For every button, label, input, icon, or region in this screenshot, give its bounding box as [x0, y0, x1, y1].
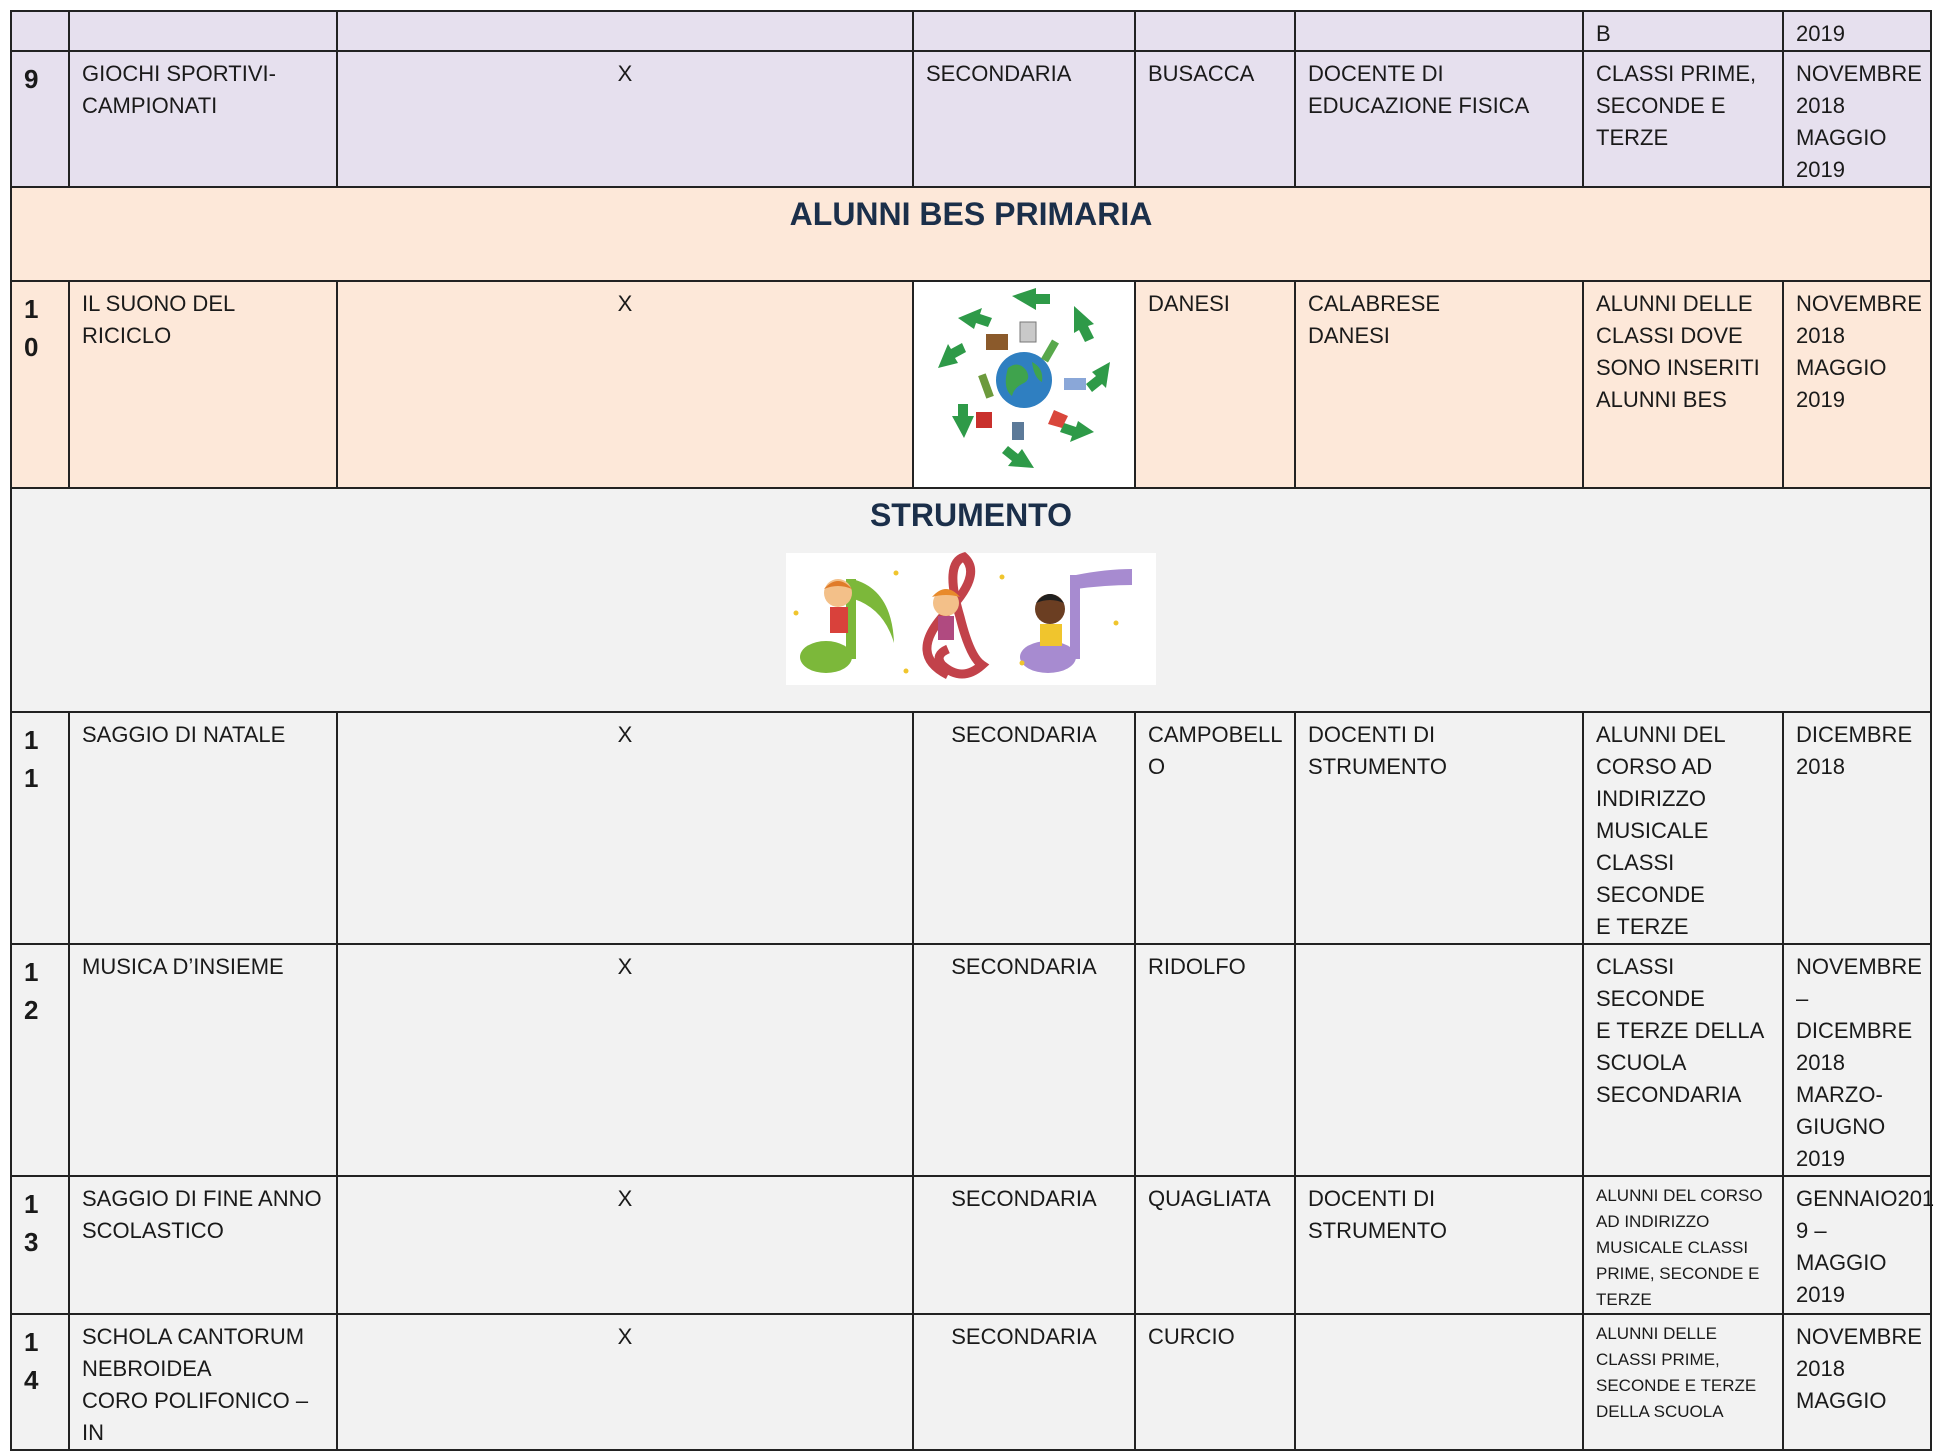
- row-number: [11, 1176, 69, 1314]
- row-number-digit: 2: [24, 995, 39, 1025]
- activity-title-line: GIOCHI SPORTIVI-: [82, 61, 276, 86]
- row-number: [11, 944, 69, 1176]
- responsible: [1135, 281, 1295, 488]
- recipients-line: SONO INSERITI: [1596, 355, 1760, 380]
- responsible: [1135, 944, 1295, 1176]
- recipients: [1583, 712, 1783, 944]
- period: [1783, 51, 1931, 187]
- table-row: [11, 281, 1931, 488]
- mark-x-line: X: [617, 1324, 633, 1349]
- section-row: [11, 187, 1931, 281]
- recipients-line: SECONDARIA: [1596, 1082, 1742, 1107]
- period-line: 2019: [1796, 1282, 1845, 1307]
- recipients: [1583, 281, 1783, 488]
- period-line: 9 – MAGGIO: [1796, 1218, 1887, 1275]
- row-number-digit: 1: [24, 763, 39, 793]
- period-line: NOVEMBRE: [1796, 61, 1922, 86]
- period-line: MAGGIO: [1796, 355, 1887, 380]
- teachers-line: DANESI: [1308, 323, 1390, 348]
- row-number: [11, 281, 69, 488]
- responsible-line: CAMPOBELL: [1148, 722, 1283, 747]
- period-line: 2019: [1796, 157, 1845, 182]
- activity-title: [69, 944, 337, 1176]
- teachers-line: DOCENTI DI STRUMENTO: [1308, 1186, 1447, 1243]
- recipients-line: ALUNNI DELLE: [1596, 291, 1753, 316]
- recipients-line: CORSO AD: [1596, 754, 1713, 779]
- activity-title-line: CORO POLIFONICO – IN: [82, 1388, 309, 1445]
- responsible: [1135, 51, 1295, 187]
- teachers: [1295, 1176, 1583, 1314]
- teachers-line: DOCENTI DI STRUMENTO: [1308, 722, 1447, 779]
- row-number-digit: 1: [24, 294, 39, 324]
- period-line: 2018: [1796, 1356, 1845, 1381]
- mark-x: [337, 11, 913, 51]
- row-number-digit: 1: [24, 1189, 39, 1219]
- mark-x: [337, 51, 913, 187]
- table-row: [11, 944, 1931, 1176]
- recipients: [1583, 11, 1783, 51]
- mark-x-line: X: [617, 954, 633, 979]
- recipients-line: SECONDE E TERZE: [1596, 1376, 1757, 1395]
- responsible-line: QUAGLIATA: [1148, 1186, 1271, 1211]
- activity-title: [69, 1176, 337, 1314]
- table-row: [11, 1314, 1931, 1450]
- period-line: 2018: [1796, 1050, 1845, 1075]
- school-level: [913, 944, 1135, 1176]
- recipients-line: DELLA SCUOLA: [1596, 1402, 1724, 1421]
- period-line: 2018: [1796, 754, 1845, 779]
- period: [1783, 944, 1931, 1176]
- school-level: [913, 1314, 1135, 1450]
- teachers: [1295, 11, 1583, 51]
- music-kids-icon: [786, 553, 1156, 685]
- mark-x: [337, 944, 913, 1176]
- responsible: [1135, 11, 1295, 51]
- teachers: [1295, 1314, 1583, 1450]
- row-number-digit: 0: [24, 332, 39, 362]
- row-number: [11, 1314, 69, 1450]
- teachers: [1295, 281, 1583, 488]
- section-title: STRUMENTO: [869, 497, 1073, 533]
- activity-title: [69, 1314, 337, 1450]
- school-level: [913, 11, 1135, 51]
- period: [1783, 281, 1931, 488]
- activity-title: [69, 11, 337, 51]
- school-level-line: SECONDARIA: [926, 61, 1072, 86]
- recipients-line: MUSICALE CLASSI: [1596, 1238, 1749, 1257]
- mark-x-line: X: [617, 1186, 633, 1211]
- period-line: NOVEMBRE: [1796, 291, 1922, 316]
- recipients-line: ALUNNI DEL: [1596, 722, 1726, 747]
- period-line: DICEMBRE: [1796, 722, 1913, 747]
- period-line: MAGGIO: [1796, 1388, 1887, 1413]
- section-header: [11, 488, 1931, 712]
- recipients-line: ALUNNI DEL CORSO: [1596, 1186, 1763, 1205]
- teachers-line: DOCENTE DI: [1308, 61, 1444, 86]
- recipients-line: ALUNNI BES: [1596, 387, 1727, 412]
- recipients: [1583, 1314, 1783, 1450]
- mark-x: [337, 1176, 913, 1314]
- responsible: [1135, 1176, 1295, 1314]
- section-image: [24, 553, 1918, 696]
- recipients-line: TERZE: [1596, 1290, 1652, 1309]
- recipients: [1583, 1176, 1783, 1314]
- activity-title: [69, 51, 337, 187]
- recipients-line: PRIME, SECONDE E: [1596, 1264, 1760, 1283]
- recipients: [1583, 51, 1783, 187]
- activity-title-line: SCOLASTICO: [82, 1218, 224, 1243]
- mark-x: [337, 281, 913, 488]
- row-number-digit: 1: [24, 1327, 39, 1357]
- recipients-line: B: [1596, 21, 1611, 46]
- row-number-digit: 1: [24, 957, 39, 987]
- teachers-line: EDUCAZIONE FISICA: [1308, 93, 1530, 118]
- period-line: 2018: [1796, 323, 1845, 348]
- period-line: DICEMBRE: [1796, 1018, 1913, 1043]
- recipients-line: INDIRIZZO: [1596, 786, 1706, 811]
- school-level-line: SECONDARIA: [951, 722, 1097, 747]
- responsible-line: O: [1148, 754, 1166, 779]
- recipients-line: CLASSI DOVE: [1596, 323, 1743, 348]
- recipients-line: ALUNNI DELLE: [1596, 1324, 1717, 1343]
- school-level-line: SECONDARIA: [951, 1324, 1097, 1349]
- row-number-digit: 3: [24, 1227, 39, 1257]
- row-number-digit: 4: [24, 1365, 39, 1395]
- table-row: [11, 51, 1931, 187]
- mark-x-line: X: [617, 291, 633, 316]
- school-level: [913, 51, 1135, 187]
- activity-title-line: SAGGIO DI NATALE: [82, 722, 286, 747]
- recipients-line: E TERZE: [1596, 914, 1689, 939]
- recipients-line: CLASSI PRIME,: [1596, 1350, 1720, 1369]
- table-row: [11, 712, 1931, 944]
- activity-title-line: IL SUONO DEL: [82, 291, 236, 316]
- recycle-icon: [924, 282, 1124, 478]
- teachers-line: CALABRESE: [1308, 291, 1441, 316]
- mark-x: [337, 712, 913, 944]
- row-number: [11, 11, 69, 51]
- activity-image: [913, 281, 1135, 488]
- recipients-line: MUSICALE: [1596, 818, 1709, 843]
- responsible-line: CURCIO: [1148, 1324, 1235, 1349]
- period: [1783, 1176, 1934, 1314]
- row-number: [11, 51, 69, 187]
- responsible: [1135, 1314, 1295, 1450]
- responsible-line: DANESI: [1148, 291, 1230, 316]
- period-line: NOVEMBRE: [1796, 1324, 1922, 1349]
- period: [1783, 712, 1931, 944]
- mark-x-line: X: [617, 722, 633, 747]
- recipients-line: SCUOLA: [1596, 1050, 1687, 1075]
- activity-title-line: RICICLO: [82, 323, 172, 348]
- activity-title-line: NEBROIDEA: [82, 1356, 212, 1381]
- row-number-digit: 9: [24, 64, 39, 94]
- project-table: [10, 10, 1932, 1451]
- period: [1783, 11, 1931, 51]
- school-level: [913, 1176, 1135, 1314]
- responsible-line: RIDOLFO: [1148, 954, 1246, 979]
- period-line: 2019: [1796, 1146, 1845, 1171]
- recipients-line: CLASSI SECONDE: [1596, 954, 1705, 1011]
- responsible-line: BUSACCA: [1148, 61, 1255, 86]
- activity-title-line: CAMPIONATI: [82, 93, 218, 118]
- period-line: MARZO-: [1796, 1082, 1883, 1107]
- recipients: [1583, 944, 1783, 1176]
- document-page: [10, 10, 1934, 1445]
- period-line: MAGGIO: [1796, 125, 1887, 150]
- row-number: [11, 712, 69, 944]
- activity-title-line: MUSICA D’INSIEME: [82, 954, 284, 979]
- recipients-line: TERZE: [1596, 125, 1669, 150]
- recipients-line: SECONDE E: [1596, 93, 1726, 118]
- responsible: [1135, 712, 1295, 944]
- teachers: [1295, 51, 1583, 187]
- period-line: 2019: [1796, 21, 1845, 46]
- recipients-line: CLASSI SECONDE: [1596, 850, 1705, 907]
- period-line: NOVEMBRE –: [1796, 954, 1922, 1011]
- row-number-digit: 1: [24, 725, 39, 755]
- school-level-line: SECONDARIA: [951, 954, 1097, 979]
- table-row: [11, 11, 1931, 51]
- section-title: ALUNNI BES PRIMARIA: [789, 196, 1153, 232]
- teachers: [1295, 944, 1583, 1176]
- table-row: [11, 1176, 1931, 1314]
- activity-title: [69, 281, 337, 488]
- recipients-line: AD INDIRIZZO: [1596, 1212, 1710, 1231]
- activity-title-line: SAGGIO DI FINE ANNO: [82, 1186, 322, 1211]
- period-line: 2019: [1796, 387, 1845, 412]
- recipients-line: E TERZE DELLA: [1596, 1018, 1765, 1043]
- section-row: [11, 488, 1931, 712]
- teachers: [1295, 712, 1583, 944]
- period-line: GIUGNO: [1796, 1114, 1886, 1139]
- recipients-line: CLASSI PRIME,: [1596, 61, 1757, 86]
- school-level-line: SECONDARIA: [951, 1186, 1097, 1211]
- activity-title-line: SCHOLA CANTORUM: [82, 1324, 305, 1349]
- period-line: GENNAIO201: [1796, 1186, 1934, 1211]
- mark-x-line: X: [617, 61, 633, 86]
- school-level: [913, 712, 1135, 944]
- section-header: [11, 187, 1931, 281]
- mark-x: [337, 1314, 913, 1450]
- period-line: 2018: [1796, 93, 1845, 118]
- period: [1783, 1314, 1931, 1450]
- activity-title: [69, 712, 337, 944]
